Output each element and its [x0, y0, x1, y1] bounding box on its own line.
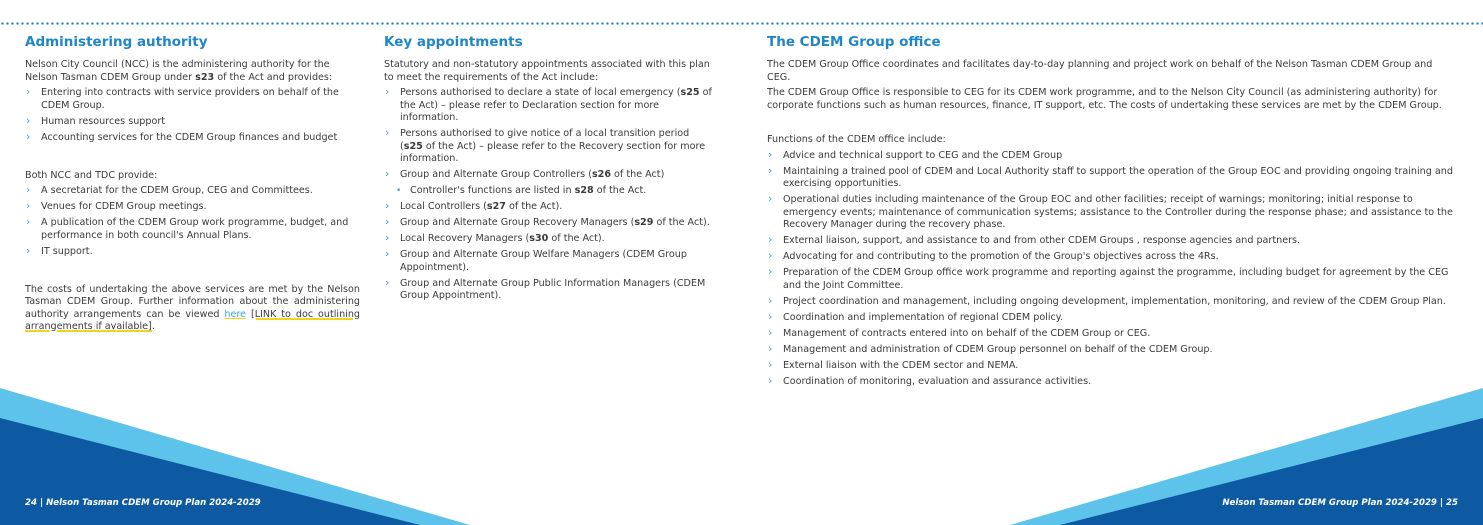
office-paragraph-1: The CDEM Group Office coordinates and facilitates day-to-day planning and project work on behalf of the Nelson Tasman CDEM Group and CEG. [767, 59, 1433, 83]
functions-list [767, 150, 1457, 389]
list-item: › Management of contracts entered into on behalf of the CDEM Group or CEG. [767, 328, 1457, 341]
list-item: › A publication of the CDEM Group work programme, budget, and performance in both council's Annual Plans. [25, 217, 360, 242]
list-item: › Group and Alternate Group Controllers (s26 of the Act) [384, 169, 714, 182]
list-item: › Persons authorised to give notice of a local transition period (s25 of the Act) – please refer to the Recovery section for more information. [384, 128, 714, 166]
list-item: › External liaison with the CDEM sector and NEMA. [767, 360, 1457, 373]
list-item: › Operational duties including maintenance of the Group EOC and other facilities; receipt of warnings; monitoring; initial response to emergency events; maintenance of communication systems; assistance to the Controller during the response phase; and assistance to the Recovery Manager during the recovery phase. [767, 194, 1457, 232]
list-item: › Project coordination and management, including ongoing development, implementation, monitoring, and review of the CDEM Group Plan. [767, 296, 1457, 309]
here-link[interactable]: here [224, 308, 247, 320]
cdem-group-office-section [767, 34, 1457, 392]
list-item: › Venues for CDEM Group meetings. [25, 201, 360, 214]
both-intro: Both NCC and TDC provide: [25, 169, 158, 181]
list-item: › A secretariat for the CDEM Group, CEG and Committees. [25, 185, 360, 198]
list-item: › Management and administration of CDEM Group personnel on behalf of the CDEM Group. [767, 344, 1457, 357]
list-item: › Group and Alternate Group Public Information Managers (CDEM Group Appointment). [384, 278, 714, 303]
list-item: › Local Recovery Managers (s30 of the Act). [384, 233, 714, 246]
sub-list-item: • Controller's functions are listed in s28 of the Act. [384, 185, 714, 198]
list-item: › Advice and technical support to CEG and the CDEM Group [767, 150, 1457, 163]
administering-authority-section [25, 34, 360, 337]
list-item: › External liaison, support, and assistance to and from other CDEM Groups , response agencies and partners. [767, 235, 1457, 248]
office-paragraph-2: The CDEM Group Office is responsible to CEG for its CDEM work programme, and to the Nelson City Council (as administering authority) for corporate functions such as human resources, finance, IT support, etc. The costs of undertaking these services are met by the CDEM Group. [767, 87, 1442, 111]
footer-page-left: 24 | Nelson Tasman CDEM Group Plan 2024-2029 [25, 498, 261, 508]
key-appointments-section [384, 34, 714, 306]
intro-paragraph: Nelson City Council (NCC) is the administering authority for the Nelson Tasman CDEM Group under s23 of the Act and provides: [25, 59, 333, 83]
section-heading: Administering authority [25, 34, 208, 50]
list-item: › Group and Alternate Group Recovery Managers (s29 of the Act). [384, 217, 714, 230]
list-item: › Advocating for and contributing to the promotion of the Group's objectives across the 4Rs. [767, 251, 1457, 264]
list-item: › Maintaining a trained pool of CDEM and Local Authority staff to support the operation of the Group EOC and providing ongoing training and exercising opportunities. [767, 166, 1457, 191]
list-item: › Group and Alternate Group Welfare Managers (CDEM Group Appointment). [384, 249, 714, 274]
appointments-list [384, 87, 714, 303]
right-dark-band [1060, 418, 1483, 525]
costs-paragraph: The costs of undertaking the above services are met by the Nelson Tasman CDEM Group. Further information about the administering authority arrangements can be viewed here [LINK to doc outlining arrangements if available]. [25, 283, 361, 332]
list-item: › Entering into contracts with service providers on behalf of the CDEM Group. [25, 87, 360, 112]
link-placeholder: [LINK to doc outlining arrangements if available] [25, 308, 361, 332]
list-item: › Coordination of monitoring, evaluation and assurance activities. [767, 376, 1457, 389]
footer-page-right: Nelson Tasman CDEM Group Plan 2024-2029 | 25 [1222, 498, 1458, 508]
both-list [25, 185, 360, 258]
section-heading: The CDEM Group office [767, 34, 941, 50]
list-item: › Persons authorised to declare a state of local emergency (s25 of the Act) – please refer to Declaration section for more information. [384, 87, 714, 125]
list-item: › Human resources support [25, 116, 360, 129]
list-item: › IT support. [25, 246, 360, 259]
section-heading: Key appointments [384, 34, 523, 50]
functions-intro: Functions of the CDEM office include: [767, 134, 946, 145]
list-item: › Coordination and implementation of regional CDEM policy. [767, 312, 1457, 325]
provides-list [25, 87, 360, 144]
intro-paragraph: Statutory and non-statutory appointments associated with this plan to meet the requirements of the Act include: [384, 59, 710, 83]
list-item: › Preparation of the CDEM Group office work programme and reporting against the programme, including budget for agreement by the CEG and the Joint Committee. [767, 267, 1457, 292]
list-item: › Accounting services for the CDEM Group finances and budget [25, 132, 360, 145]
list-item: › Local Controllers (s27 of the Act). [384, 201, 714, 214]
